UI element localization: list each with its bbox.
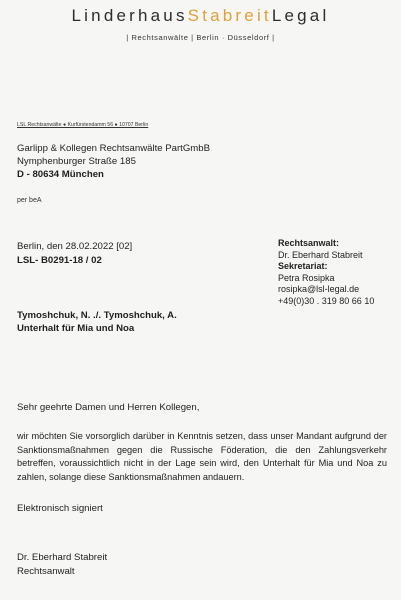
- signature-block: [17, 551, 107, 578]
- delivery-method: per beA: [17, 197, 42, 204]
- secretariat-phone: +49(0)30 . 319 80 66 10: [278, 295, 375, 306]
- subject-topic: Unterhalt für Mia und Noa: [17, 322, 135, 334]
- secretariat-email: rosipka@lsl-legal.de: [278, 284, 360, 295]
- date-block: [17, 240, 132, 267]
- recipient-line-3: D - 80634 München: [17, 169, 104, 181]
- recipient-line-1: Garlipp & Kollegen Rechtsanwälte PartGmbB: [17, 143, 211, 154]
- recipient-address: [17, 142, 210, 182]
- logo-part-stabreit: Stabreit: [187, 6, 272, 25]
- secretariat-name: Petra Rosipka: [278, 272, 335, 283]
- sender-address-line: LSL Rechtsanwälte ● Kurfürstendamm 56 ● 10707 Berlin: [17, 122, 149, 128]
- letter-body: wir möchten Sie vorsorglich darüber in Kenntnis setzen, dass unser Mandant aufgrund der Sanktionsmaßnahmen gegen die Russische Föderation, die den Zahlungsverkehr betreffen, voraussichtlich nicht in der Lage sein wird, den Unterhalt für Mia und Noa zu zahlen, solange diese Sanktionsmaßnahmen andauern.: [17, 431, 387, 482]
- logo-part-linderhaus: Linderhaus: [71, 6, 188, 25]
- salutation: Sehr geehrte Damen und Herren Kollegen,: [17, 402, 200, 413]
- contact-block: [278, 238, 374, 308]
- electronic-signature-note: Elektronisch signiert: [17, 503, 103, 514]
- recipient-line-2: Nymphenburger Straße 185: [17, 156, 136, 168]
- secretariat-heading: Sekretariat:: [278, 261, 328, 272]
- letterhead-tagline: | Rechtsanwälte | Berlin · Düsseldorf |: [126, 33, 275, 42]
- date-line: Berlin, den 28.02.2022 [02]: [17, 241, 133, 252]
- subject-block: [17, 310, 177, 336]
- logo-part-legal: Legal: [271, 6, 330, 25]
- letterhead-logo: [0, 6, 401, 26]
- reference-number: LSL- B0291-18 / 02: [17, 254, 102, 266]
- signer-title: Rechtsanwalt: [17, 565, 75, 577]
- lawyer-heading: Rechtsanwalt:: [278, 238, 340, 248]
- signer-name: Dr. Eberhard Stabreit: [17, 552, 108, 563]
- subject-parties: Tymoshchuk, N. ./. Tymoshchuk, A.: [17, 310, 177, 321]
- lawyer-name: Dr. Eberhard Stabreit: [278, 249, 363, 260]
